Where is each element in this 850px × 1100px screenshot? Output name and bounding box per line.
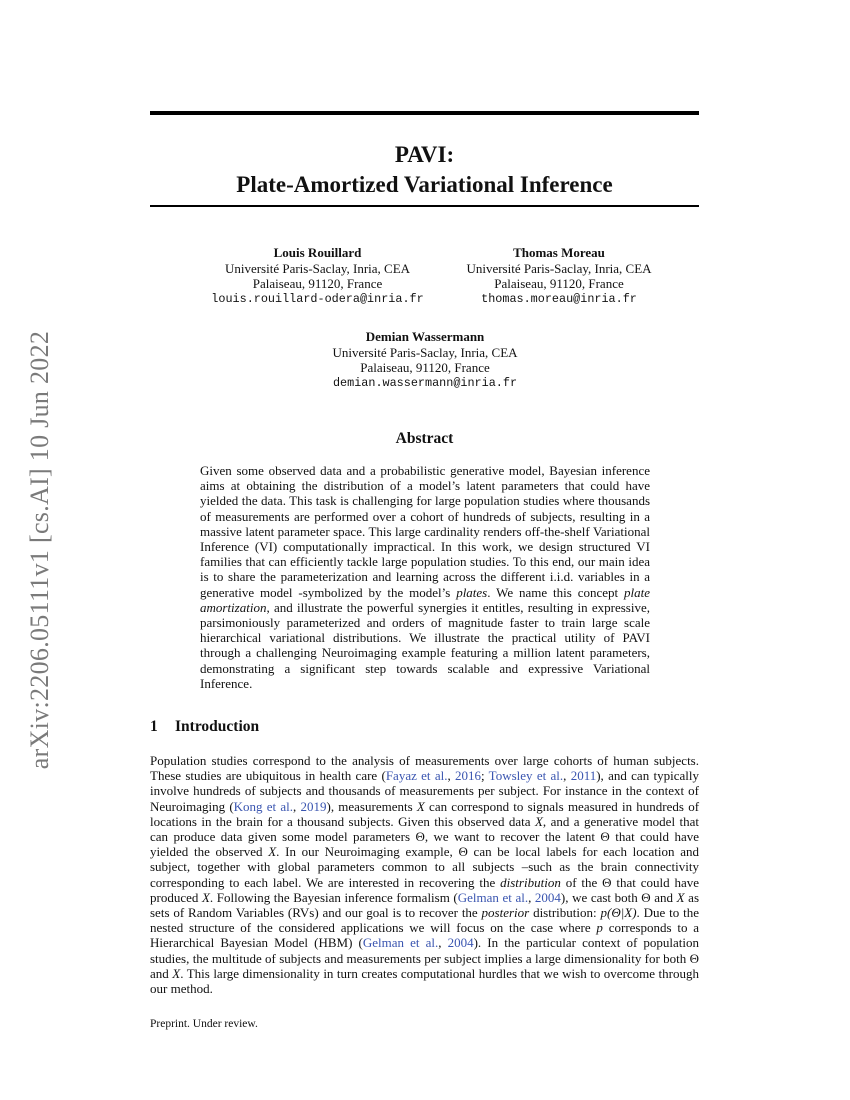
author-block-3: [290, 329, 560, 391]
abstract-emphasis: plates: [456, 584, 488, 600]
author-name: Demian Wassermann: [365, 329, 485, 344]
intro-text: ), and can typically involve hundreds of subjects and thousands of measurements per subject. For instance in the context of Neuroimaging (: [150, 768, 699, 814]
intro-emphasis: distribution: [500, 874, 561, 890]
math-symbol: X: [268, 844, 277, 860]
math-symbol: p: [596, 920, 603, 936]
abstract-text: . We name this concept: [487, 584, 624, 600]
intro-text: , and a generative model that can produce data given some model parameters Θ, we want to recover the latent Θ that could have yielded the observed: [150, 813, 699, 860]
author-name: Thomas Moreau: [513, 245, 605, 260]
intro-text: . In our Neuroimaging example, Θ can be local labels for each location and subject, together with global parameters common to all subjects –such as the brain connectivity corresponding to each label. We are interested in recovering the: [150, 844, 700, 890]
author-location: Palaiseau, 91120, France: [360, 360, 490, 375]
abstract-emphasis: plate amortization: [200, 584, 650, 615]
intro-text: ), measurements: [326, 798, 417, 814]
abstract-heading: Abstract: [395, 430, 454, 447]
author-block-2: [430, 245, 688, 307]
intro-text: ,: [528, 889, 535, 905]
author-email: louis.rouillard-odera@inria.fr: [211, 291, 424, 306]
title-line-2: Plate-Amortized Variational Inference: [236, 172, 613, 197]
author-block-1: [185, 245, 450, 307]
math-symbol: X: [172, 965, 181, 981]
citation-link[interactable]: 2011: [570, 768, 597, 784]
intro-text: ,: [438, 935, 448, 951]
intro-text: ,: [563, 768, 571, 784]
author-email: demian.wassermann@inria.fr: [332, 375, 518, 390]
intro-text: ;: [481, 768, 489, 784]
math-symbol: X: [676, 889, 685, 905]
author-affiliation: Université Paris-Saclay, Inria, CEA: [224, 260, 411, 276]
intro-text: ,: [447, 768, 455, 784]
citation-link[interactable]: 2019: [300, 798, 327, 814]
author-name: Louis Rouillard: [273, 245, 362, 260]
intro-text: distribution:: [529, 905, 601, 921]
author-affiliation: Université Paris-Saclay, Inria, CEA: [332, 344, 518, 360]
intro-text: ). In the particular context of population studies, the multitude of subjects and measurements per subject implies a large dimensionality for both Θ and: [150, 935, 699, 981]
introduction-paragraph: [150, 753, 699, 996]
abstract-text: Given some observed data and a probabilistic generative model, Bayesian inference aims at obtaining the distribution of a model’s latent parameters that could have yielded the data. This task is challenging for large population studies where thousands of measurements are performed over a cohort of hundreds of subjects, resulting in a massive latent parameter space. This large cardinality renders off-the-shelf Variational Inference (VI) computationally impractical. In this work, we design structured VI families that can efficiently tackle large population studies. To this end, our main idea is to share the parameterization and learning across the different i.i.d. variables in a generative model -symbolized by the model’s: [200, 463, 650, 600]
math-expression: p(Θ|X): [600, 905, 637, 921]
abstract-text: , and illustrate the powerful synergies it entitles, resulting in expressive, parsimoniously parameterized and orders of magnitude faster to train large scale hierarchical variational distributions. We illustrate the practical utility of PAVI through a challenging Neuroimaging example featuring a million latent parameters, demonstrating a significant step towards scalable and expressive Variational Inference.: [200, 599, 650, 691]
math-symbol: X: [201, 889, 210, 905]
abstract-body: [200, 463, 650, 691]
author-affiliation: Université Paris-Saclay, Inria, CEA: [466, 260, 652, 276]
citation-link[interactable]: Gelman et al.: [362, 935, 439, 951]
citation-link[interactable]: Kong et al.: [233, 798, 293, 814]
citation-link[interactable]: Fayaz et al.: [385, 768, 448, 784]
intro-text: . This large dimensionality in turn creates computational hurdles that we wish to overcome through our method.: [150, 965, 699, 997]
intro-text: corresponds to a Hierarchical Bayesian Model (HBM) (: [150, 920, 700, 951]
intro-text: . Following the Bayesian inference formalism (: [209, 889, 458, 905]
section-number: 1: [150, 718, 158, 735]
section-heading: [150, 718, 259, 736]
intro-text: ,: [293, 798, 301, 814]
intro-text: Population studies correspond to the analysis of measurements over large cohorts of human subjects. These studies are ubiquitous in health care (: [150, 753, 699, 784]
math-symbol: X: [534, 813, 543, 829]
intro-text: can correspond to signals measured in hundreds of locations in the brain for a thousand subjects. Given this observed data: [150, 798, 700, 829]
title-line-1: PAVI:: [394, 142, 455, 167]
citation-link[interactable]: 2004: [534, 889, 561, 905]
arxiv-identifier: [20, 300, 60, 800]
intro-text: of the Θ that could have produced: [150, 874, 699, 905]
author-location: Palaiseau, 91120, France: [252, 276, 383, 291]
title-rule-bottom: [150, 205, 699, 207]
intro-emphasis: posterior: [481, 905, 530, 921]
author-email: thomas.moreau@inria.fr: [481, 291, 637, 306]
citation-link[interactable]: Gelman et al.: [457, 889, 529, 905]
author-location: Palaiseau, 91120, France: [494, 276, 624, 291]
math-symbol: X: [416, 798, 425, 814]
section-title: Introduction: [175, 718, 260, 735]
footer-note: Preprint. Under review.: [150, 1018, 258, 1030]
citation-link[interactable]: 2004: [447, 935, 474, 951]
intro-text: ), we cast both Θ and: [560, 889, 677, 905]
citation-link[interactable]: Towsley et al.: [488, 768, 564, 784]
intro-text: as sets of Random Variables (RVs) and our goal is to recover the: [150, 889, 700, 921]
citation-link[interactable]: 2016: [455, 768, 481, 784]
intro-text: . Due to the nested structure of the considered applications we will focus on the case where: [150, 905, 699, 936]
paper-title: [150, 140, 699, 200]
title-rule-top: [150, 111, 699, 115]
arxiv-identifier-text: arXiv:2206.05111v1 [cs.AI] 10 Jun 2022: [25, 330, 55, 770]
